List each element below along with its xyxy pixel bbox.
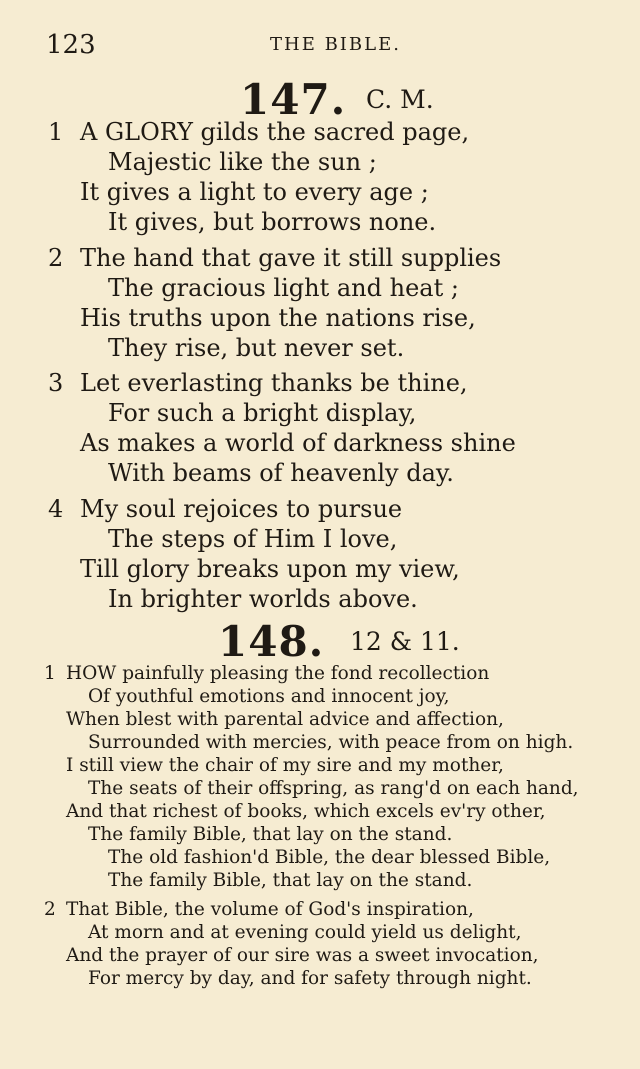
verse-line: With beams of heavenly day. [108, 459, 454, 487]
verse-line: His truths upon the nations rise, [80, 304, 476, 332]
verse-line: And the prayer of our sire was a sweet invocation, [66, 945, 539, 966]
verse-line: It gives a light to every age ; [80, 178, 429, 206]
hymn-147-heading [0, 75, 640, 124]
verse-line: Till glory breaks upon my view, [80, 555, 460, 583]
verse-line: For such a bright display, [108, 399, 417, 427]
running-title: THE BIBLE. [270, 34, 401, 55]
verse-line: As makes a world of darkness shine [80, 429, 516, 457]
verse-line: Of youthful emotions and innocent joy, [88, 686, 450, 707]
verse-line: Majestic like the sun ; [108, 148, 377, 176]
verse-line: Surrounded with mercies, with peace from on high. [88, 732, 574, 753]
verse-line: The seats of their offspring, as rang'd on each hand, [88, 778, 579, 799]
verse-line: In brighter worlds above. [108, 585, 418, 613]
verse-line: The steps of Him I love, [108, 525, 398, 553]
verse-line: For mercy by day, and for safety through night. [88, 968, 532, 989]
verse-line: The family Bible, that lay on the stand. [108, 870, 473, 891]
verse-line: A GLORY gilds the sacred page, [80, 118, 470, 146]
verse-line: The old fashion'd Bible, the dear blessed Bible, [108, 847, 551, 868]
verse-line: The family Bible, that lay on the stand. [88, 824, 453, 845]
hymn-number: 147. [240, 75, 347, 124]
hymn-meter: 12 & 11. [350, 627, 460, 656]
verse-number: 1 [48, 118, 64, 146]
verse-line: When blest with parental advice and affection, [66, 709, 504, 730]
verse-number: 1 [44, 663, 56, 684]
page-number: 123 [46, 30, 96, 60]
verse-line: That Bible, the volume of God's inspiration, [66, 899, 474, 920]
verse-line: The gracious light and heat ; [108, 274, 459, 302]
hymn-meter: C. M. [366, 85, 434, 114]
verse-number: 2 [44, 899, 56, 920]
verse-line: They rise, but never set. [108, 334, 405, 362]
verse-line: Let everlasting thanks be thine, [80, 369, 468, 397]
hymn-number: 148. [218, 617, 325, 666]
verse-number: 2 [48, 244, 64, 272]
running-head [0, 30, 640, 60]
verse-line: I still view the chair of my sire and my mother, [66, 755, 504, 776]
verse-line: It gives, but borrows none. [108, 208, 437, 236]
verse-number: 3 [48, 369, 64, 397]
verse-line: The hand that gave it still supplies [80, 244, 502, 272]
verse-line: My soul rejoices to pursue [80, 495, 403, 523]
verse-line: And that richest of books, which excels ev'ry other, [66, 801, 546, 822]
verse-line: At morn and at evening could yield us delight, [88, 922, 522, 943]
verse-number: 4 [48, 495, 64, 523]
hymn-148-heading [0, 617, 640, 666]
verse-line: HOW painfully pleasing the fond recollection [66, 663, 490, 684]
